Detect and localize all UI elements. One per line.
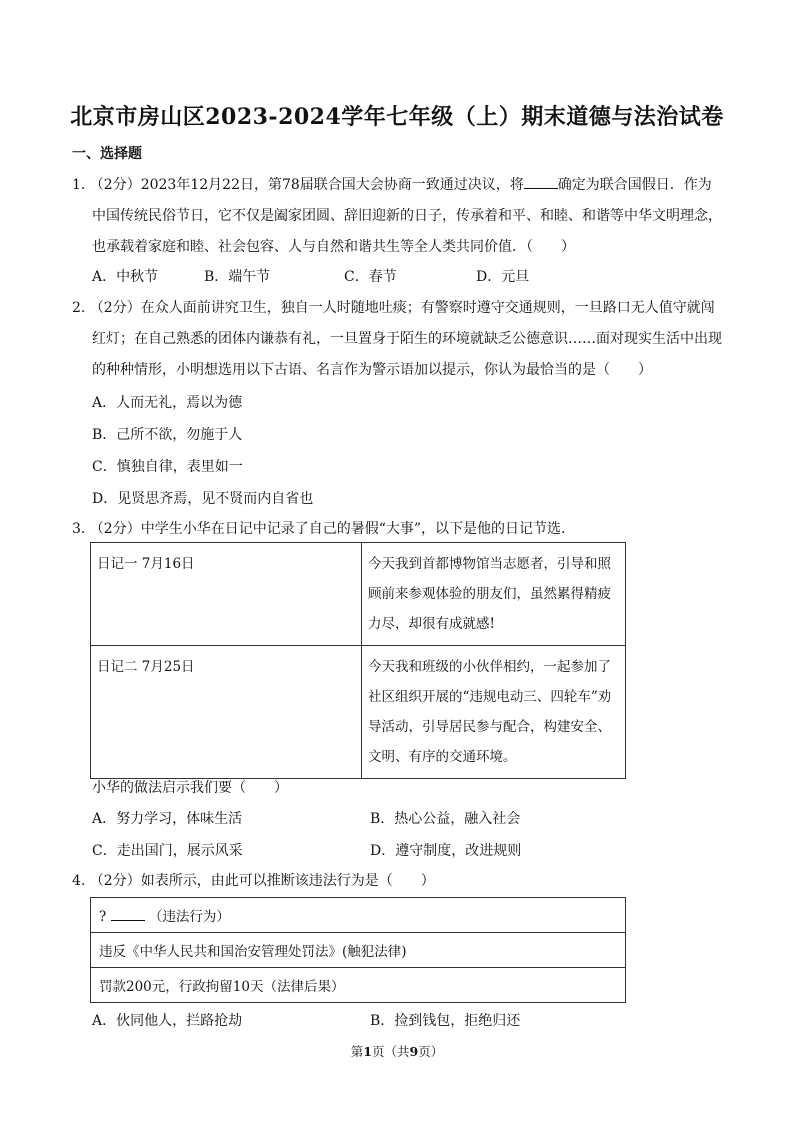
- option-a[interactable]: A．伙同他人，拦路抢劫: [92, 1013, 243, 1029]
- option-b[interactable]: B．捡到钱包，拒绝归还: [370, 1013, 521, 1029]
- diary-content: 今天我到首都博物馆当志愿者，引导和照顾前来参观体验的朋友们，虽然累得精疲力尽，却很有成就感!: [362, 543, 626, 646]
- question-1-options: [92, 266, 529, 286]
- diary-date: 日记二 7月25日: [91, 646, 362, 779]
- option-b[interactable]: B．端午节: [204, 269, 271, 285]
- diary-date: 日记一 7月16日: [91, 543, 362, 646]
- table-cell: 违反《中华人民共和国治安管理处罚法》(触犯法律): [91, 933, 626, 968]
- table-cell: 罚款200元，行政拘留10天（法律后果）: [91, 968, 626, 1003]
- table-row: [91, 646, 626, 779]
- total-pages: 9: [409, 1044, 419, 1059]
- option-c[interactable]: C．慎独自律，表里如一: [92, 459, 243, 475]
- answer-blank: [524, 174, 558, 189]
- question-1-stem-end: 确定为联合国假日．作为中国传统民俗节日，它不仅是阖家团圆、辞旧迎新的日子，传承着和平、和睦、和谐等中华文明理念，也承载着家庭和睦、社会包容、人与自然和谐共生等全人类共同价值．（ ）: [92, 177, 722, 255]
- table-row: [91, 933, 626, 968]
- table-cell: ? （违法行为）: [91, 898, 626, 933]
- diary-table: [90, 542, 626, 779]
- option-b[interactable]: B．己所不欲，勿施于人: [92, 427, 243, 443]
- table-row: [91, 968, 626, 1003]
- option-d[interactable]: D．见贤思齐焉，见不贤而内自省也: [92, 491, 314, 507]
- section-heading: 一、选择题: [72, 146, 142, 162]
- page-title: 北京市房山区2023-2024学年七年级（上）期末道德与法治试卷: [70, 104, 724, 130]
- option-c[interactable]: C．春节: [344, 269, 397, 285]
- question-4-stem: 4. （2分）如表所示，由此可以推断该违法行为是（ ）: [72, 873, 435, 889]
- question-2-stem: 2. （2分）在众人面前讲究卫生，独自一人时随地吐痰；有警察时遵守交通规则，一旦路口无人值守就闯红灯；在自己熟悉的团体内谦恭有礼，一旦置身于陌生的环境就缺乏公德意识……面对现实生活中出现的种种情形，小明想选用以下古语、名言作为警示语加以提示，你认为最恰当的是（ ）: [72, 300, 722, 378]
- answer-blank: [111, 906, 145, 921]
- question-3-stem: 3. （2分）中学生小华在日记中记录了自己的暑假“大事”，以下是他的日记节选．: [72, 521, 576, 537]
- table-row: [91, 543, 626, 646]
- option-d[interactable]: D．遵守制度，改进规则: [370, 843, 522, 859]
- current-page: 1: [363, 1044, 372, 1059]
- question-1-stem-start: 1. （2分）2023年12月22日，第78届联合国大会协商一致通过决议，将: [72, 177, 524, 193]
- option-c[interactable]: C．走出国门，展示风采: [92, 843, 243, 859]
- option-a[interactable]: A．中秋节: [92, 269, 159, 285]
- question-2: [72, 293, 724, 386]
- question-1: [72, 170, 724, 263]
- option-d[interactable]: D．元旦: [476, 269, 530, 285]
- page-footer: 第1页（共9页）: [350, 1044, 444, 1059]
- violation-table: [90, 897, 626, 1003]
- question-3: [72, 514, 724, 545]
- diary-content: 今天我和班级的小伙伴相约，一起参加了社区组织开展的“违规电动三、四轮车”劝导活动，引导居民参与配合，构建安全、文明、有序的交通环境。: [362, 646, 626, 779]
- option-a[interactable]: A．努力学习，体味生活: [92, 811, 243, 827]
- option-a[interactable]: A．人而无礼，焉以为德: [92, 395, 243, 411]
- table-row: [91, 898, 626, 933]
- question-3-prompt: 小华的做法启示我们要（ ）: [92, 780, 288, 796]
- question-4: [72, 866, 724, 897]
- option-b[interactable]: B．热心公益，融入社会: [370, 811, 521, 827]
